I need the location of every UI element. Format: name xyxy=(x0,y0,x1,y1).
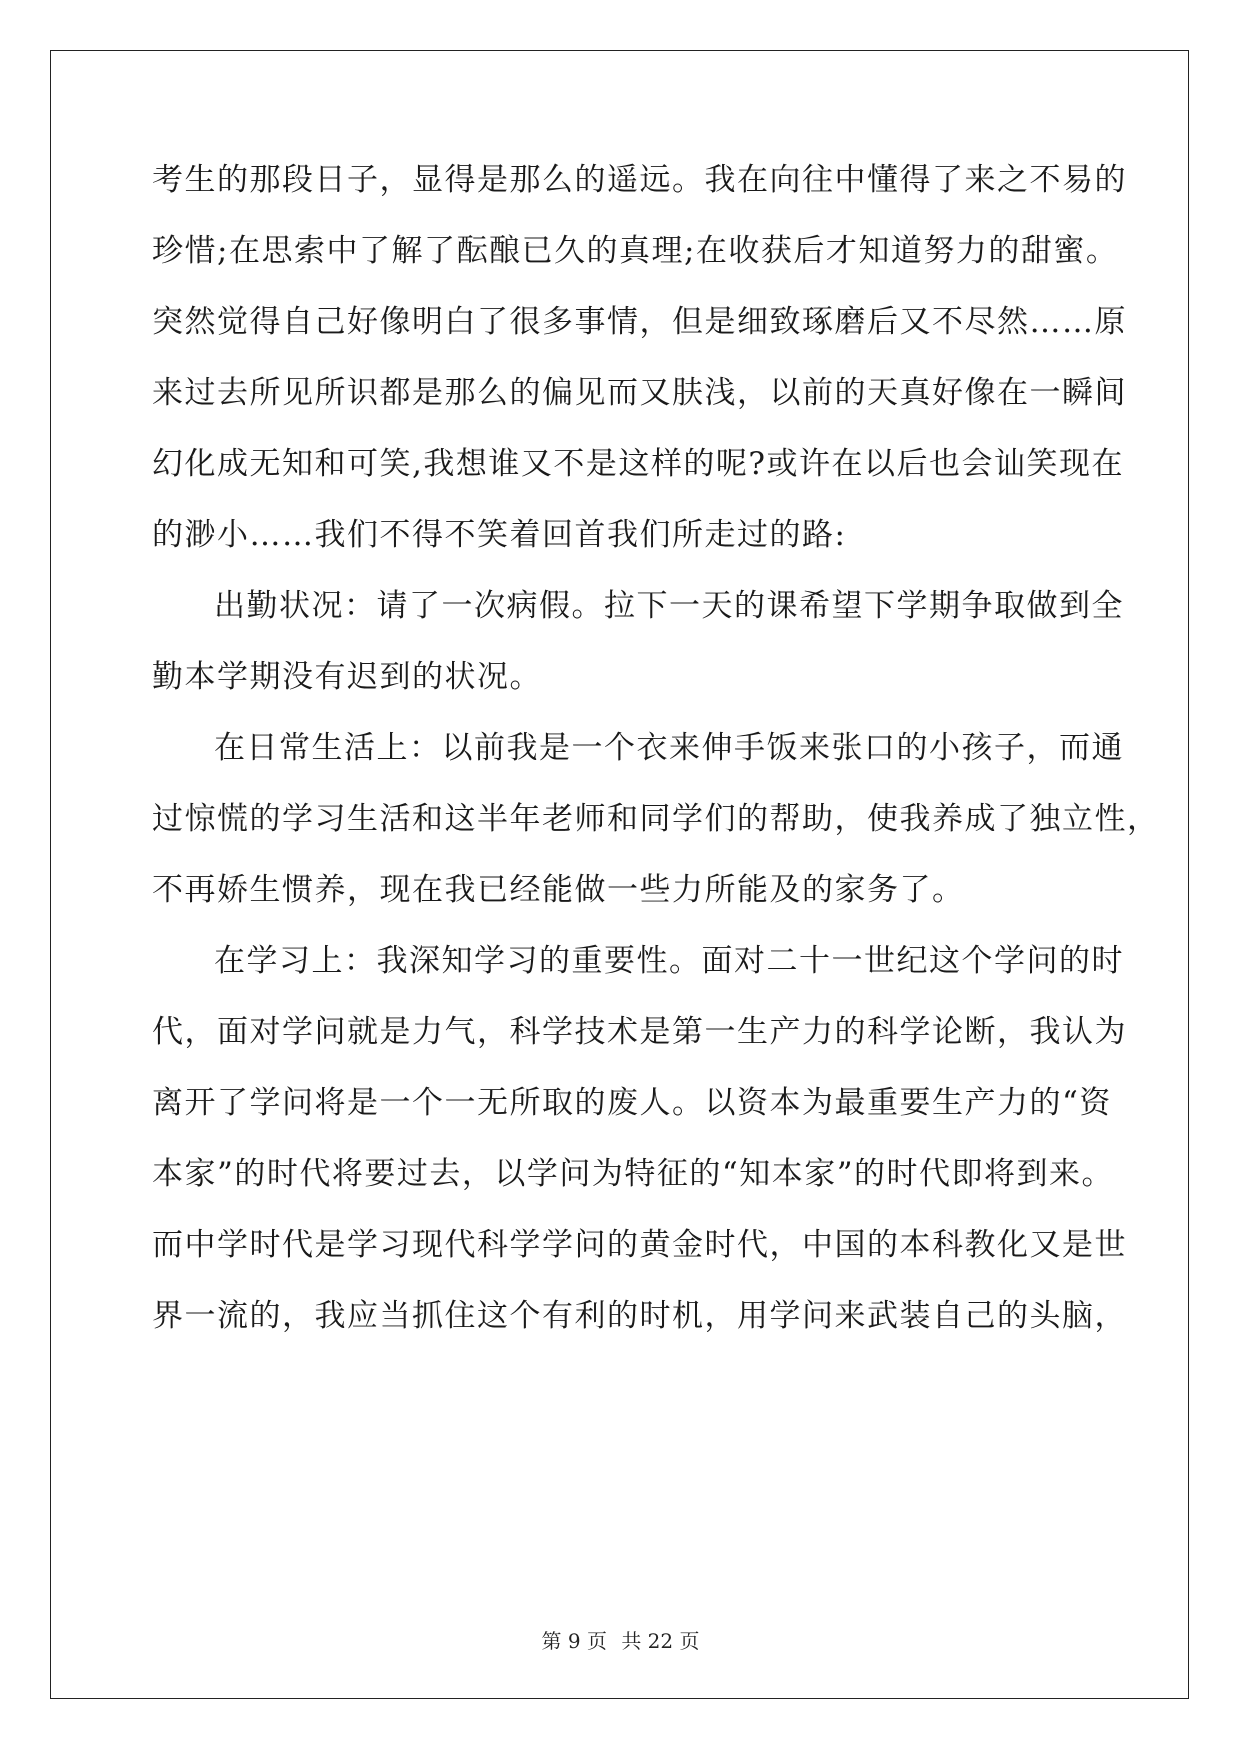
text-line: 离开了学问将是一个一无所取的废人。以资本为最重要生产力的“资 xyxy=(152,1085,1112,1121)
paragraph-first-line: 在学习上：我深知学习的重要性。面对二十一世纪这个学问的时 xyxy=(214,943,1124,979)
text-line: 突然觉得自己好像明白了很多事情，但是细致琢磨后又不尽然……原 xyxy=(152,304,1127,340)
text-line: 勤本学期没有迟到的状况。 xyxy=(152,659,542,695)
paragraph-first-line: 在日常生活上：以前我是一个衣来伸手饭来张口的小孩子，而通 xyxy=(214,730,1124,766)
text-line: 代，面对学问就是力气，科学技术是第一生产力的科学论断，我认为 xyxy=(152,1014,1127,1050)
text-line: 考生的那段日子，显得是那么的遥远。我在向往中懂得了来之不易的 xyxy=(152,162,1127,198)
text-line: 而中学时代是学习现代科学学问的黄金时代，中国的本科教化又是世 xyxy=(152,1227,1127,1263)
text-line: 来过去所见所识都是那么的偏见而又肤浅，以前的天真好像在一瞬间 xyxy=(152,375,1127,411)
page-total: 共 22 页 xyxy=(621,1629,700,1653)
text-line: 界一流的，我应当抓住这个有利的时机，用学问来武装自己的头脑， xyxy=(152,1298,1127,1334)
page-footer xyxy=(0,1625,1241,1654)
text-line: 的渺小……我们不得不笑着回首我们所走过的路: xyxy=(152,517,847,553)
text-line: 本家”的时代将要过去，以学问为特征的“知本家”的时代即将到来。 xyxy=(152,1156,1115,1192)
paragraph-first-line: 出勤状况：请了一次病假。拉下一天的课希望下学期争取做到全 xyxy=(214,588,1124,624)
text-line: 幻化成无知和可笑,我想谁又不是这样的呢?或许在以后也会讪笑现在 xyxy=(152,446,1124,482)
page-number: 第 9 页 xyxy=(541,1629,607,1653)
text-line: 珍惜;在思索中了解了酝酿已久的真理;在收获后才知道努力的甜蜜。 xyxy=(152,233,1119,269)
text-line: 不再娇生惯养，现在我已经能做一些力所能及的家务了。 xyxy=(152,872,965,908)
text-line: 过惊慌的学习生活和这半年老师和同学们的帮助，使我养成了独立性， xyxy=(152,801,1160,837)
